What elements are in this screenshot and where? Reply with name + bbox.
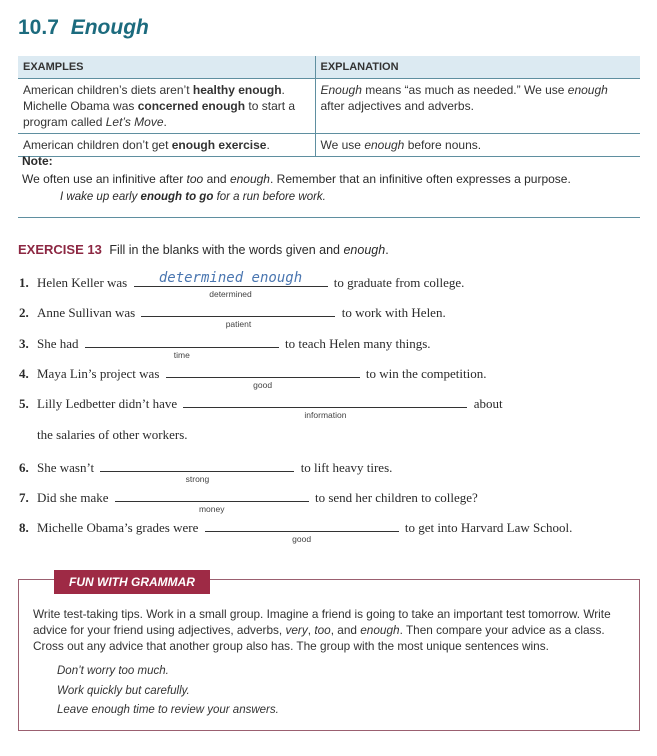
item-text: Helen Keller was <box>37 275 128 290</box>
answer-blank[interactable] <box>134 270 328 299</box>
grammar-table <box>18 56 640 157</box>
note-text <box>22 172 571 186</box>
example-bold: healthy enough <box>192 83 282 97</box>
item-text: She wasn’t <box>37 460 95 475</box>
section-number: 10.7 <box>18 16 59 39</box>
answer-blank[interactable] <box>100 457 294 484</box>
hint-word: patient <box>225 319 252 329</box>
note-italic: too <box>186 172 204 186</box>
item-number: 6. <box>19 460 29 475</box>
exercise-item <box>19 487 478 514</box>
hint-word: strong <box>185 474 210 484</box>
exercise-item <box>19 363 487 390</box>
fun-text-part: , and <box>330 623 361 637</box>
item-text: She had <box>37 336 79 351</box>
answer-blank[interactable] <box>183 393 467 420</box>
fun-instructions <box>33 606 633 654</box>
note-example-bold: enough to go <box>140 191 214 203</box>
fun-italic: enough <box>360 623 400 637</box>
exercise-item <box>19 457 393 484</box>
examples-header: EXAMPLES <box>18 56 315 79</box>
explanation-text: means “as much as needed.” We use <box>361 83 568 97</box>
note-text-part: . Remember that an infinitive often expresses a purpose. <box>269 172 571 186</box>
item-number: 2. <box>19 305 29 320</box>
item-number: 5. <box>19 396 29 411</box>
item-text: Maya Lin’s project was <box>37 366 160 381</box>
note-label: Note: <box>22 154 53 168</box>
fun-example: Leave enough time to review your answers. <box>57 704 279 716</box>
explanation-italic: enough <box>364 138 405 152</box>
explanation-header: EXPLANATION <box>315 56 640 79</box>
answer-blank[interactable] <box>166 363 360 390</box>
section-title-text: Enough <box>70 16 149 39</box>
hint-word: good <box>253 380 273 390</box>
example-text: to start a program called <box>23 99 296 129</box>
exercise-item <box>19 270 465 299</box>
example-text: American children don’t get <box>23 138 172 152</box>
item-text: to teach Helen many things. <box>285 336 431 351</box>
note-text-part: We often use an infinitive after <box>22 172 187 186</box>
fun-italic: too <box>314 623 331 637</box>
note-italic: enough <box>229 172 270 186</box>
item-text: to graduate from college. <box>333 275 465 290</box>
explanation-italic: enough <box>567 83 608 97</box>
example-bold: enough exercise <box>171 138 267 152</box>
note-box <box>18 150 640 218</box>
item-number: 7. <box>19 490 29 505</box>
exercise-item <box>19 302 446 329</box>
hint-word: determined <box>209 289 252 299</box>
exercise-instruction-italic: enough <box>343 243 386 257</box>
exercise-item <box>19 333 431 360</box>
explanation-text: before nouns. <box>404 138 482 152</box>
answer-text: determined enough <box>158 270 303 286</box>
explanation-italic: Enough <box>320 83 362 97</box>
fun-examples <box>57 662 279 721</box>
item-text: to send her children to college? <box>314 490 478 505</box>
hint-word: money <box>198 504 225 514</box>
answer-blank[interactable] <box>115 487 309 514</box>
examples-cell <box>18 79 315 134</box>
item-text: Michelle Obama’s grades were <box>37 520 199 535</box>
hint-word: time <box>173 350 190 360</box>
item-text: to win the competition. <box>365 366 487 381</box>
note-text-part: and <box>203 172 230 186</box>
note-example <box>22 188 640 206</box>
example-text: . <box>266 138 270 152</box>
exercise-heading <box>18 242 389 257</box>
answer-blank[interactable] <box>85 333 279 360</box>
example-text: . <box>281 83 285 97</box>
example-text: Michelle Obama was <box>23 99 138 113</box>
example-text: . <box>163 115 167 129</box>
example-bold: concerned enough <box>137 99 246 113</box>
fun-example: Don’t worry too much. <box>57 665 169 677</box>
item-text: to lift heavy tires. <box>300 460 393 475</box>
item-text: Anne Sullivan was <box>37 305 136 320</box>
item-text: Did she make <box>37 490 109 505</box>
hint-word: information <box>304 410 347 420</box>
item-number: 1. <box>19 275 29 290</box>
fun-with-grammar-title: FUN WITH GRAMMAR <box>54 570 210 594</box>
item-text: to get into Harvard Law School. <box>404 520 573 535</box>
answer-blank[interactable] <box>205 517 399 544</box>
fun-text-part: , <box>307 623 315 637</box>
fun-italic: very <box>285 623 308 637</box>
example-text: American children’s diets aren’t <box>23 83 193 97</box>
fun-text-part: . Then compare your advice as a class. Cross out any advice that another group also has. The group with the most unique sentences wins. <box>33 623 605 653</box>
item-continuation: the salaries of other workers. <box>37 427 188 442</box>
answer-blank[interactable] <box>141 302 335 329</box>
item-number: 4. <box>19 366 29 381</box>
exercise-instruction: Fill in the blanks with the words given and <box>109 243 344 257</box>
item-text: Lilly Ledbetter didn’t have <box>37 396 178 411</box>
explanation-cell <box>315 79 640 134</box>
exercise-item <box>19 517 573 544</box>
item-number: 3. <box>19 336 29 351</box>
example-italic: Let’s Move <box>105 115 164 129</box>
exercise-instruction: . <box>385 243 389 257</box>
section-title <box>18 16 149 40</box>
explanation-text: after adjectives and adverbs. <box>320 99 474 113</box>
item-text: to work with Helen. <box>341 305 446 320</box>
explanation-text: We use <box>320 138 365 152</box>
note-example-part: for a run before work. <box>213 191 326 203</box>
hint-word: good <box>292 534 312 544</box>
exercise-item <box>19 393 503 420</box>
fun-with-grammar-box <box>18 575 640 731</box>
note-example-part: I wake up early <box>60 191 141 203</box>
item-text: about <box>473 396 503 411</box>
fun-example: Work quickly but carefully. <box>57 684 190 697</box>
fun-text-part: Write test-taking tips. Work in a small group. Imagine a friend is going to take an important test tomorrow. Write advice for your friend using adjectives, adverbs, <box>33 607 611 637</box>
item-number: 8. <box>19 520 29 535</box>
exercise-label: EXERCISE 13 <box>18 242 102 257</box>
table-row <box>18 79 640 134</box>
